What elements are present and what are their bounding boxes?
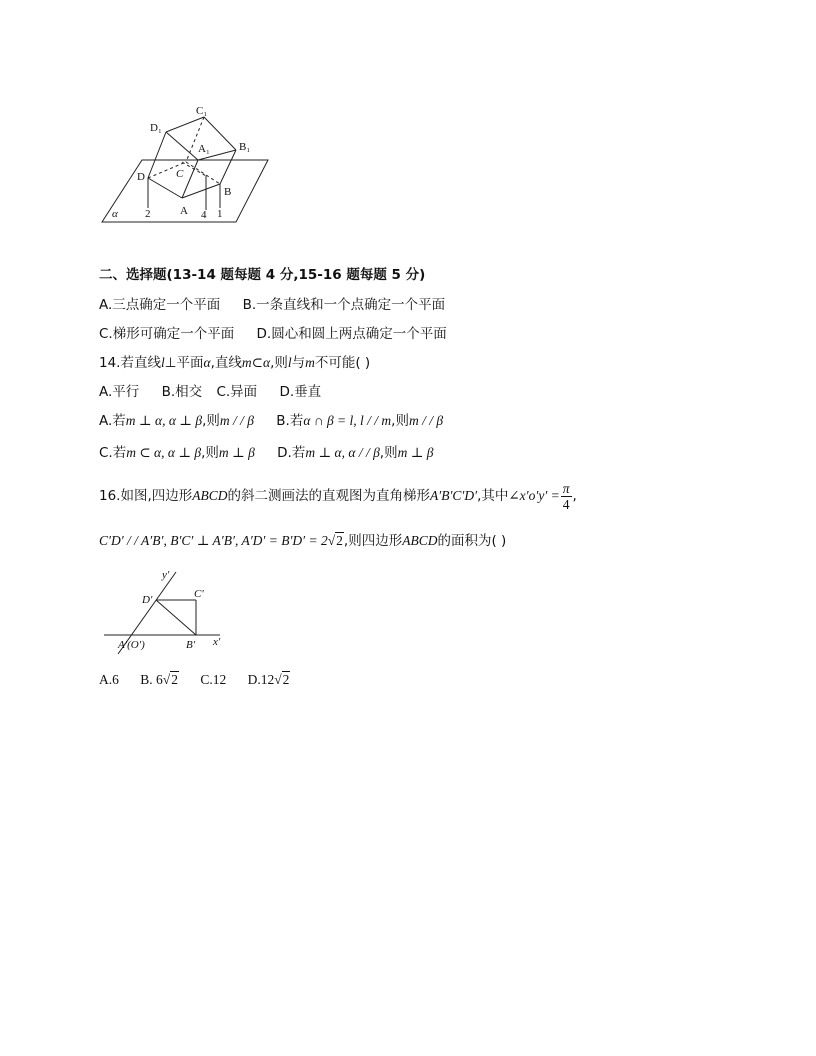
- label-a-prime-o-prime: A′(O′): [118, 639, 145, 651]
- q16-frac-den: 4: [562, 496, 570, 512]
- q15-options-row1: [99, 412, 443, 430]
- q13-option-d: D.圆心和圆上两点确定一个平面: [256, 326, 447, 342]
- section-heading: 二、选择题(13-14 题每题 4 分,15-16 题每题 5 分): [99, 267, 426, 283]
- q15-a-prefix: A.若: [99, 413, 126, 429]
- q14-option-a: A.平行: [99, 384, 140, 400]
- q13-option-b: B.一条直线和一个点确定一个平面: [242, 297, 446, 313]
- q14-perp-plane: ⊥平面: [164, 355, 204, 371]
- q14-option-d: D.垂直: [279, 384, 322, 400]
- label-y-prime: y′: [162, 569, 170, 581]
- q16-option-b: [140, 672, 179, 687]
- q16-stem-prefix: 16.如图,四边形: [99, 488, 193, 504]
- label-b-prime: B′: [186, 639, 196, 651]
- q16-abcd: ABCD: [192, 488, 228, 503]
- q16-sqrt: √2: [327, 533, 343, 548]
- q15-option-c: [99, 445, 255, 461]
- q13-options-row1: [99, 296, 445, 314]
- q16-trapezoid: A′B′C′D′: [430, 488, 478, 503]
- q15-a-math: m ⊥ α, α ⊥ β: [125, 413, 203, 428]
- q15-a-result: m / / β: [219, 413, 254, 428]
- q16-stem-mid: 的斜二测画法的直观图为直角梯形: [227, 488, 431, 504]
- q16-ask-tail: 的面积为( ): [437, 533, 507, 549]
- label-a1: A₁: [198, 143, 210, 155]
- q15-option-d: [277, 445, 433, 461]
- q16-comma: ,: [572, 488, 577, 504]
- q15-b-prefix: B.若: [276, 413, 304, 429]
- q14-option-c: C.异面: [216, 384, 258, 400]
- q16-option-b-prefix: B. 6: [140, 672, 163, 687]
- q15-option-a: [99, 413, 254, 429]
- q14-then: ,则: [270, 355, 288, 371]
- q16-option-c: C.12: [200, 672, 227, 687]
- q14-alpha: α: [203, 355, 211, 370]
- cube-plane-figure: [96, 100, 276, 225]
- q15-d-then: ,则: [379, 445, 398, 461]
- q14-mid: ,直线: [210, 355, 242, 371]
- q15-c-prefix: C.若: [99, 445, 127, 461]
- label-c-prime: C′: [194, 588, 204, 600]
- q16-fraction: [561, 481, 572, 512]
- q16-option-d-prefix: D.12: [247, 672, 275, 687]
- q15-c-math: m ⊂ α, α ⊥ β: [126, 445, 202, 460]
- q14-var-l2: l: [287, 355, 292, 370]
- q16-options: [99, 671, 290, 689]
- q16-option-d-sqrt: √2: [274, 672, 290, 687]
- q15-option-b: [276, 413, 443, 429]
- q13-option-c: C.梯形可确定一个平面: [99, 326, 235, 342]
- q16-cond: C′D′ / / A′B′, B′C′ ⊥ A′B′, A′D′ = B′D′ = 2: [99, 533, 328, 548]
- q15-c-result: m ⊥ β: [218, 445, 255, 460]
- label-2: 2: [145, 208, 151, 220]
- q14-var-m2: m: [305, 355, 315, 370]
- q14-option-b: B.相交: [161, 384, 203, 400]
- q14-options: [99, 383, 321, 401]
- label-1: 1: [217, 208, 223, 220]
- q16-option-a: A.6: [99, 672, 119, 687]
- label-a: A: [180, 205, 188, 217]
- q16-option-d: [248, 672, 291, 687]
- label-alpha: α: [112, 208, 118, 220]
- q14-var-m: m: [241, 355, 252, 370]
- trapezoid-figure: [100, 566, 230, 656]
- q16-ask-prefix: ,则四边形: [343, 533, 403, 549]
- q14-var-l: l: [160, 355, 165, 370]
- q15-b-math: α ∩ β = l, l / / m: [303, 413, 392, 428]
- q16-sqrt-arg: 2: [336, 533, 343, 548]
- q15-d-prefix: D.若: [277, 445, 306, 461]
- q15-d-result: m ⊥ β: [397, 445, 434, 460]
- label-x-prime: x′: [213, 636, 221, 648]
- q16-among: ,其中: [477, 488, 509, 504]
- q16-stem: [99, 478, 577, 514]
- label-d: D: [137, 171, 145, 183]
- q16-abcd2: ABCD: [402, 533, 438, 548]
- q15-b-then: ,则: [391, 413, 409, 429]
- q16-angle: ∠x′o′y′ =: [508, 488, 560, 503]
- q14-subset-alpha: ⊂α: [251, 355, 271, 370]
- q16-option-b-sqrt: √2: [162, 672, 178, 687]
- q15-b-result: m / / β: [408, 413, 444, 428]
- q13-options-row2: [99, 325, 447, 343]
- q15-c-then: ,则: [201, 445, 219, 461]
- label-c1: C₁: [196, 105, 208, 117]
- q14-stem-prefix: 14.若直线: [99, 355, 161, 371]
- label-4: 4: [201, 209, 207, 221]
- q16-conditions: [99, 532, 506, 550]
- q15-a-then: ,则: [202, 413, 220, 429]
- q13-option-a: A.三点确定一个平面: [99, 297, 221, 313]
- q14-with: 与: [291, 355, 306, 371]
- q16-frac-num: π: [562, 480, 570, 496]
- q15-d-math: m ⊥ α, α / / β: [305, 445, 380, 460]
- label-d1: D₁: [150, 122, 162, 134]
- label-b: B: [224, 186, 232, 198]
- q16-option-b-sqrt-arg: 2: [171, 672, 178, 687]
- label-c: C: [176, 168, 184, 180]
- label-d-prime: D′: [142, 594, 153, 606]
- q14-tail: 不可能( ): [314, 355, 371, 371]
- q15-options-row2: [99, 444, 434, 462]
- q16-option-d-sqrt-arg: 2: [282, 672, 290, 687]
- q14-stem: [99, 354, 370, 372]
- label-b1: B₁: [239, 141, 251, 153]
